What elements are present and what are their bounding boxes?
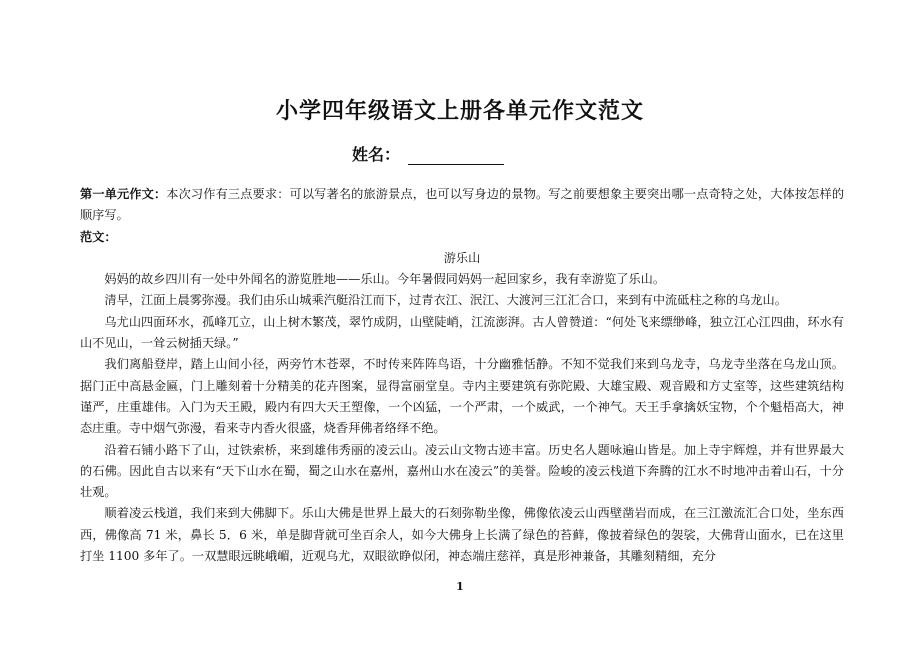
document-title: 小学四年级语文上册各单元作文范文 xyxy=(275,99,644,124)
essay-title: 游乐山 xyxy=(443,250,481,265)
page-number: 1 xyxy=(456,580,464,593)
essay-paragraph: 清早，江面上晨雾弥漫。我们由乐山城乘汽艇沿江而下，过青衣江、泯江、大渡河三江汇合口，来到有中流砥柱之称的乌龙山。 xyxy=(104,293,787,308)
name-field xyxy=(352,142,504,165)
unit-requirement-text: 本次习作有三点要求：可以写著名的旅游景点，也可以写身边的景物。写之前要想象主要突出哪一点奇特之处，大体按怎样的顺序写。 xyxy=(80,187,845,223)
essay-paragraph: 乌尤山四面环水，孤峰兀立，山上树木繁茂，翠竹成阴，山壁陡峭，江流澎湃。古人曾赞道：“何处飞来缥缈峰，独立江心江四曲，环水有山不见山，一耸云树插天绿。” xyxy=(80,314,844,351)
essay-paragraph: 妈妈的故乡四川有一处中外闻名的游览胜地——乐山。今年暑假同妈妈一起回家乡，我有幸游览了乐山。 xyxy=(104,272,666,287)
name-label: 姓名： xyxy=(352,145,401,164)
sample-label: 范文： xyxy=(80,229,117,244)
essay-paragraph: 顺着凌云栈道，我们来到大佛脚下。乐山大佛是世界上最大的石刻弥勒坐像，佛像依凌云山西壁凿岩而成，在三江激流汇合口处，坐东西西，佛像高 71 米，鼻长 5．6 米，单是脚背就可坐百余人，如今大佛身上长满了绿色的苔藓，像披着绿色的袈裟，大佛背山面水，已在这里打坐 1100 多年了。一双慧眼远眺峨嵋，近观乌尤，双眼欲睁似闭，神态端庄慈祥，真是形神兼备，其雕刻精细，充分 xyxy=(80,506,844,564)
essay-paragraph: 沿着石铺小路下了山，过铁索桥，来到雄伟秀丽的凌云山。凌云山文物古迹丰富。历史名人题咏遍山皆是。加上寺宇辉煌，并有世界最大的石佛。因此自古以来有“天下山水在蜀，蜀之山水在嘉州，嘉州山水在凌云”的美誉。险峻的凌云栈道下奔腾的江水不时地冲击着山石，十分壮观。 xyxy=(80,442,844,500)
unit-requirement-paragraph xyxy=(80,184,844,227)
document-body xyxy=(80,184,844,567)
essay-paragraph: 我们离船登岸，踏上山间小径，两旁竹木苍翠，不时传来阵阵鸟语，十分幽雅恬静。不知不觉我们来到乌龙寺，乌龙寺坐落在乌龙山顶。据门正中高悬金匾，门上雕刻着十分精美的花卉图案，显得富丽堂皇。寺内主要建筑有弥陀殿、大雄宝殿、观音殿和方丈室等，这些建筑结构谨严，庄重雄伟。入门为天王殿，殿内有四大天王塑像，一个凶猛，一个严肃，一个威武，一个神气。天王手拿擒妖宝物，个个魁梧高大，神态庄重。寺中烟气弥漫，看来寺内香火很盛，烧香拜佛者络绎不绝。 xyxy=(80,357,844,436)
name-blank-line xyxy=(408,148,504,165)
unit-label: 第一单元作文： xyxy=(80,187,167,201)
